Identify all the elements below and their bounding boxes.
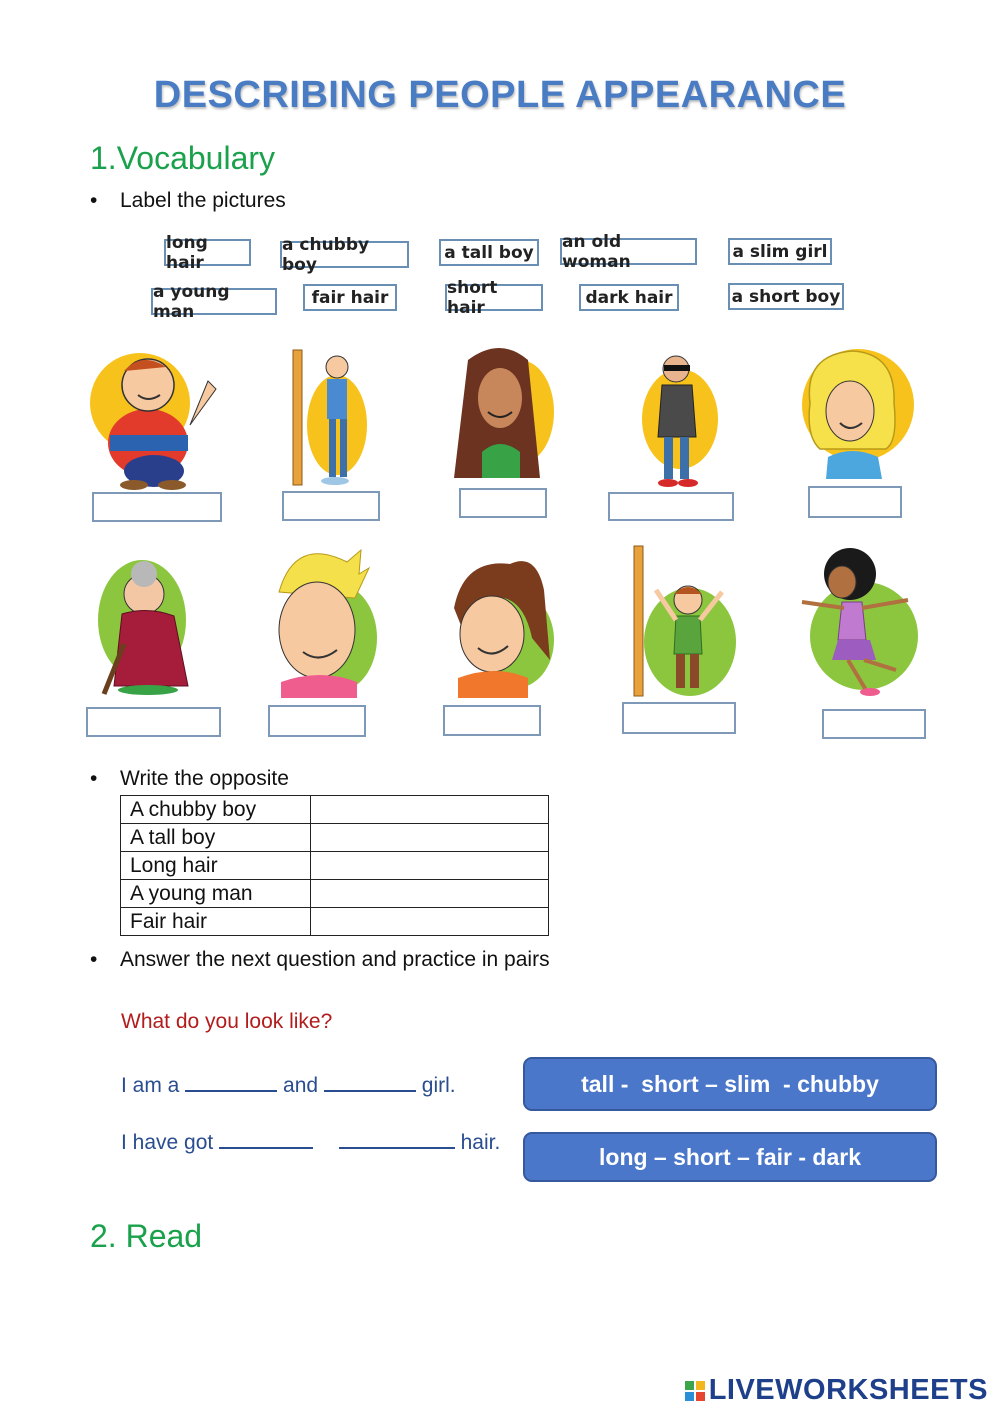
options-box-hair: long – short – fair - dark (523, 1132, 937, 1182)
sentence-text: I am a (121, 1074, 180, 1097)
word-chip[interactable]: a tall boy (439, 239, 539, 266)
old-woman-illustration (88, 550, 208, 698)
sentence-2 (121, 1129, 500, 1155)
table-row (121, 796, 549, 824)
answer-field[interactable] (282, 491, 380, 521)
short-boy-illustration (628, 542, 743, 702)
table-row (121, 824, 549, 852)
table-cell-answer[interactable] (311, 852, 549, 880)
word-chip[interactable]: a chubby boy (280, 241, 409, 268)
sentence-text: and (283, 1074, 319, 1097)
word-chip[interactable]: fair hair (303, 284, 397, 311)
word-chip[interactable]: short hair (445, 284, 543, 311)
footer-brand-text: LIVEWORKSHEETS (708, 1374, 988, 1406)
answer-field[interactable] (459, 488, 547, 518)
sentence-text: hair. (460, 1131, 501, 1154)
footer-brand (685, 1374, 988, 1407)
bullet-text: Write the opposite (120, 767, 289, 790)
table-cell-term: A young man (121, 880, 311, 908)
long-hair-woman-illustration (448, 340, 558, 485)
section-vocabulary-heading: 1.Vocabulary (90, 140, 276, 176)
sentence-text: I have got (121, 1131, 214, 1154)
table-row (121, 908, 549, 936)
answer-field[interactable] (443, 705, 541, 736)
blank-field[interactable] (219, 1129, 313, 1149)
bullet-dot: • (90, 948, 98, 971)
options-box-body: tall - short – slim - chubby (523, 1057, 937, 1111)
table-cell-term: A tall boy (121, 824, 311, 852)
answer-field[interactable] (808, 486, 902, 518)
blank-field[interactable] (324, 1072, 416, 1092)
opposite-table (120, 795, 549, 936)
short-hair-boy-illustration (265, 542, 380, 700)
blank-field[interactable] (339, 1129, 455, 1149)
table-cell-term: Long hair (121, 852, 311, 880)
word-chip[interactable]: long hair (164, 239, 251, 266)
blank-field[interactable] (185, 1072, 277, 1092)
dark-hair-girl-illustration (446, 550, 561, 700)
young-man-illustration (628, 345, 728, 490)
section-read-heading: 2. Read (90, 1218, 203, 1254)
word-chip[interactable]: a short boy (728, 283, 844, 310)
table-cell-answer[interactable] (311, 796, 549, 824)
table-cell-answer[interactable] (311, 824, 549, 852)
tall-boy-illustration (285, 345, 385, 490)
bullet-dot: • (90, 189, 98, 212)
answer-field[interactable] (268, 705, 366, 737)
liveworksheets-logo-icon (685, 1381, 705, 1401)
answer-field[interactable] (92, 492, 222, 522)
bullet-text: Answer the next question and practice in pairs (120, 948, 550, 971)
bullet-label-pictures (90, 189, 286, 213)
word-chip[interactable]: a young man (151, 288, 277, 315)
word-chip[interactable]: dark hair (579, 284, 679, 311)
bullet-text: Label the pictures (120, 189, 286, 212)
answer-field[interactable] (608, 492, 734, 521)
table-row (121, 880, 549, 908)
table-cell-answer[interactable] (311, 908, 549, 936)
bullet-write-opposite (90, 767, 289, 791)
bullet-practice-pairs (90, 948, 550, 972)
table-row (121, 852, 549, 880)
word-chip[interactable]: a slim girl (728, 238, 832, 265)
table-cell-term: Fair hair (121, 908, 311, 936)
answer-field[interactable] (622, 702, 736, 734)
answer-field[interactable] (86, 707, 221, 737)
sentence-text: girl. (421, 1074, 456, 1097)
fair-hair-girl-illustration (790, 345, 920, 485)
sentence-1 (121, 1072, 456, 1098)
chubby-boy-illustration (82, 345, 222, 490)
page-title: DESCRIBING PEOPLE APPEARANCE (153, 74, 847, 116)
word-chip[interactable]: an old woman (560, 238, 697, 265)
bullet-dot: • (90, 767, 98, 790)
table-cell-answer[interactable] (311, 880, 549, 908)
answer-field[interactable] (822, 709, 926, 739)
table-cell-term: A chubby boy (121, 796, 311, 824)
question-text: What do you look like? (121, 1010, 333, 1033)
slim-girl-illustration (792, 540, 922, 700)
